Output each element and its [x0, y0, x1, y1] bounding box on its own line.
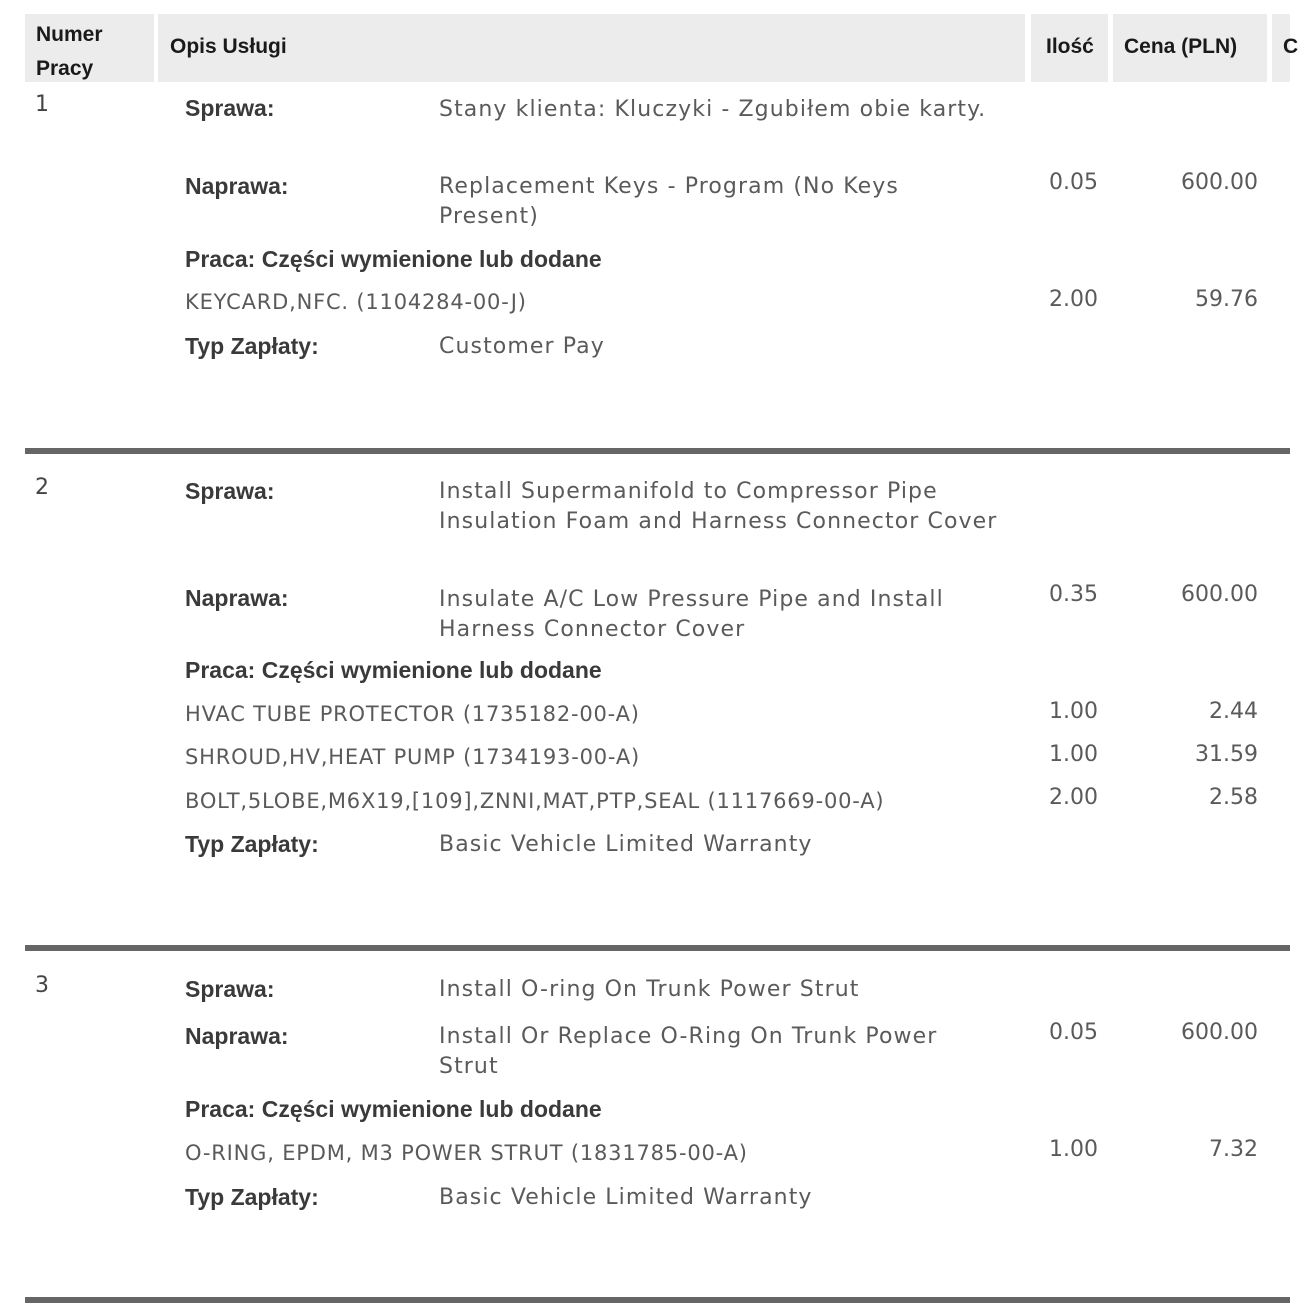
issue-text: Install O-ring On Trunk Power Strut	[439, 977, 860, 1002]
part-name: O-RING, EPDM, M3 POWER STRUT (1831785-00-A)	[185, 1141, 748, 1165]
payment-type-value: Basic Vehicle Limited Warranty	[439, 1185, 813, 1210]
part-quantity: 1.00	[1049, 699, 1098, 724]
payment-type-value: Customer Pay	[439, 334, 605, 359]
issue-label: Sprawa:	[185, 95, 275, 121]
part-name: SHROUD,HV,HEAT PUMP (1734193-00-A)	[185, 745, 640, 769]
part-price: 31.59	[1195, 742, 1258, 767]
repair-label: Naprawa:	[185, 173, 289, 199]
job-separator	[25, 945, 1290, 951]
part-quantity: 1.00	[1049, 742, 1098, 767]
payment-type-value: Basic Vehicle Limited Warranty	[439, 832, 813, 857]
part-quantity: 1.00	[1049, 1137, 1098, 1162]
header-quantity: Ilość	[1046, 35, 1094, 58]
job-number: 2	[35, 475, 49, 500]
job-number: 3	[35, 973, 49, 998]
parts-header: Praca: Części wymienione lub dodane	[185, 657, 602, 683]
issue-text: Install Supermanifold to Compressor Pipe Insulation Foam and Harness Connector Cover	[439, 479, 998, 534]
part-price: 2.58	[1209, 785, 1258, 810]
repair-text: Insulate A/C Low Pressure Pipe and Install Harness Connector Cover	[439, 587, 944, 642]
header-description: Opis Usługi	[170, 35, 287, 58]
header-cut-column: C	[1283, 35, 1298, 58]
repair-label: Naprawa:	[185, 585, 289, 611]
repair-price: 600.00	[1181, 582, 1258, 607]
part-price: 2.44	[1209, 699, 1258, 724]
repair-price: 600.00	[1181, 1020, 1258, 1045]
repair-price: 600.00	[1181, 170, 1258, 195]
header-price: Cena (PLN)	[1124, 35, 1238, 58]
repair-quantity: 0.05	[1049, 170, 1098, 195]
job-separator	[25, 1297, 1290, 1303]
repair-label: Naprawa:	[185, 1023, 289, 1049]
header-cell-description	[158, 14, 1025, 82]
part-name: KEYCARD,NFC. (1104284-00-J)	[185, 290, 527, 314]
part-name: HVAC TUBE PROTECTOR (1735182-00-A)	[185, 702, 640, 726]
header-job-number: Numer Pracy	[36, 23, 103, 80]
payment-type-label: Typ Zapłaty:	[185, 1184, 319, 1210]
parts-header: Praca: Części wymienione lub dodane	[185, 246, 602, 272]
part-price: 59.76	[1195, 287, 1258, 312]
repair-quantity: 0.35	[1049, 582, 1098, 607]
issue-text: Stany klienta: Kluczyki - Zgubiłem obie karty.	[439, 97, 987, 122]
parts-header: Praca: Części wymienione lub dodane	[185, 1096, 602, 1122]
issue-label: Sprawa:	[185, 976, 275, 1002]
part-quantity: 2.00	[1049, 785, 1098, 810]
part-price: 7.32	[1209, 1137, 1258, 1162]
part-quantity: 2.00	[1049, 287, 1098, 312]
job-separator	[25, 448, 1290, 454]
issue-label: Sprawa:	[185, 478, 275, 504]
job-number: 1	[35, 92, 49, 117]
payment-type-label: Typ Zapłaty:	[185, 333, 319, 359]
payment-type-label: Typ Zapłaty:	[185, 831, 319, 857]
part-name: BOLT,5LOBE,M6X19,[109],ZNNI,MAT,PTP,SEAL (1117669-00-A)	[185, 789, 885, 813]
repair-text: Install Or Replace O-Ring On Trunk Power Strut	[439, 1024, 938, 1079]
repair-text: Replacement Keys - Program (No Keys Present)	[439, 174, 899, 229]
repair-quantity: 0.05	[1049, 1020, 1098, 1045]
